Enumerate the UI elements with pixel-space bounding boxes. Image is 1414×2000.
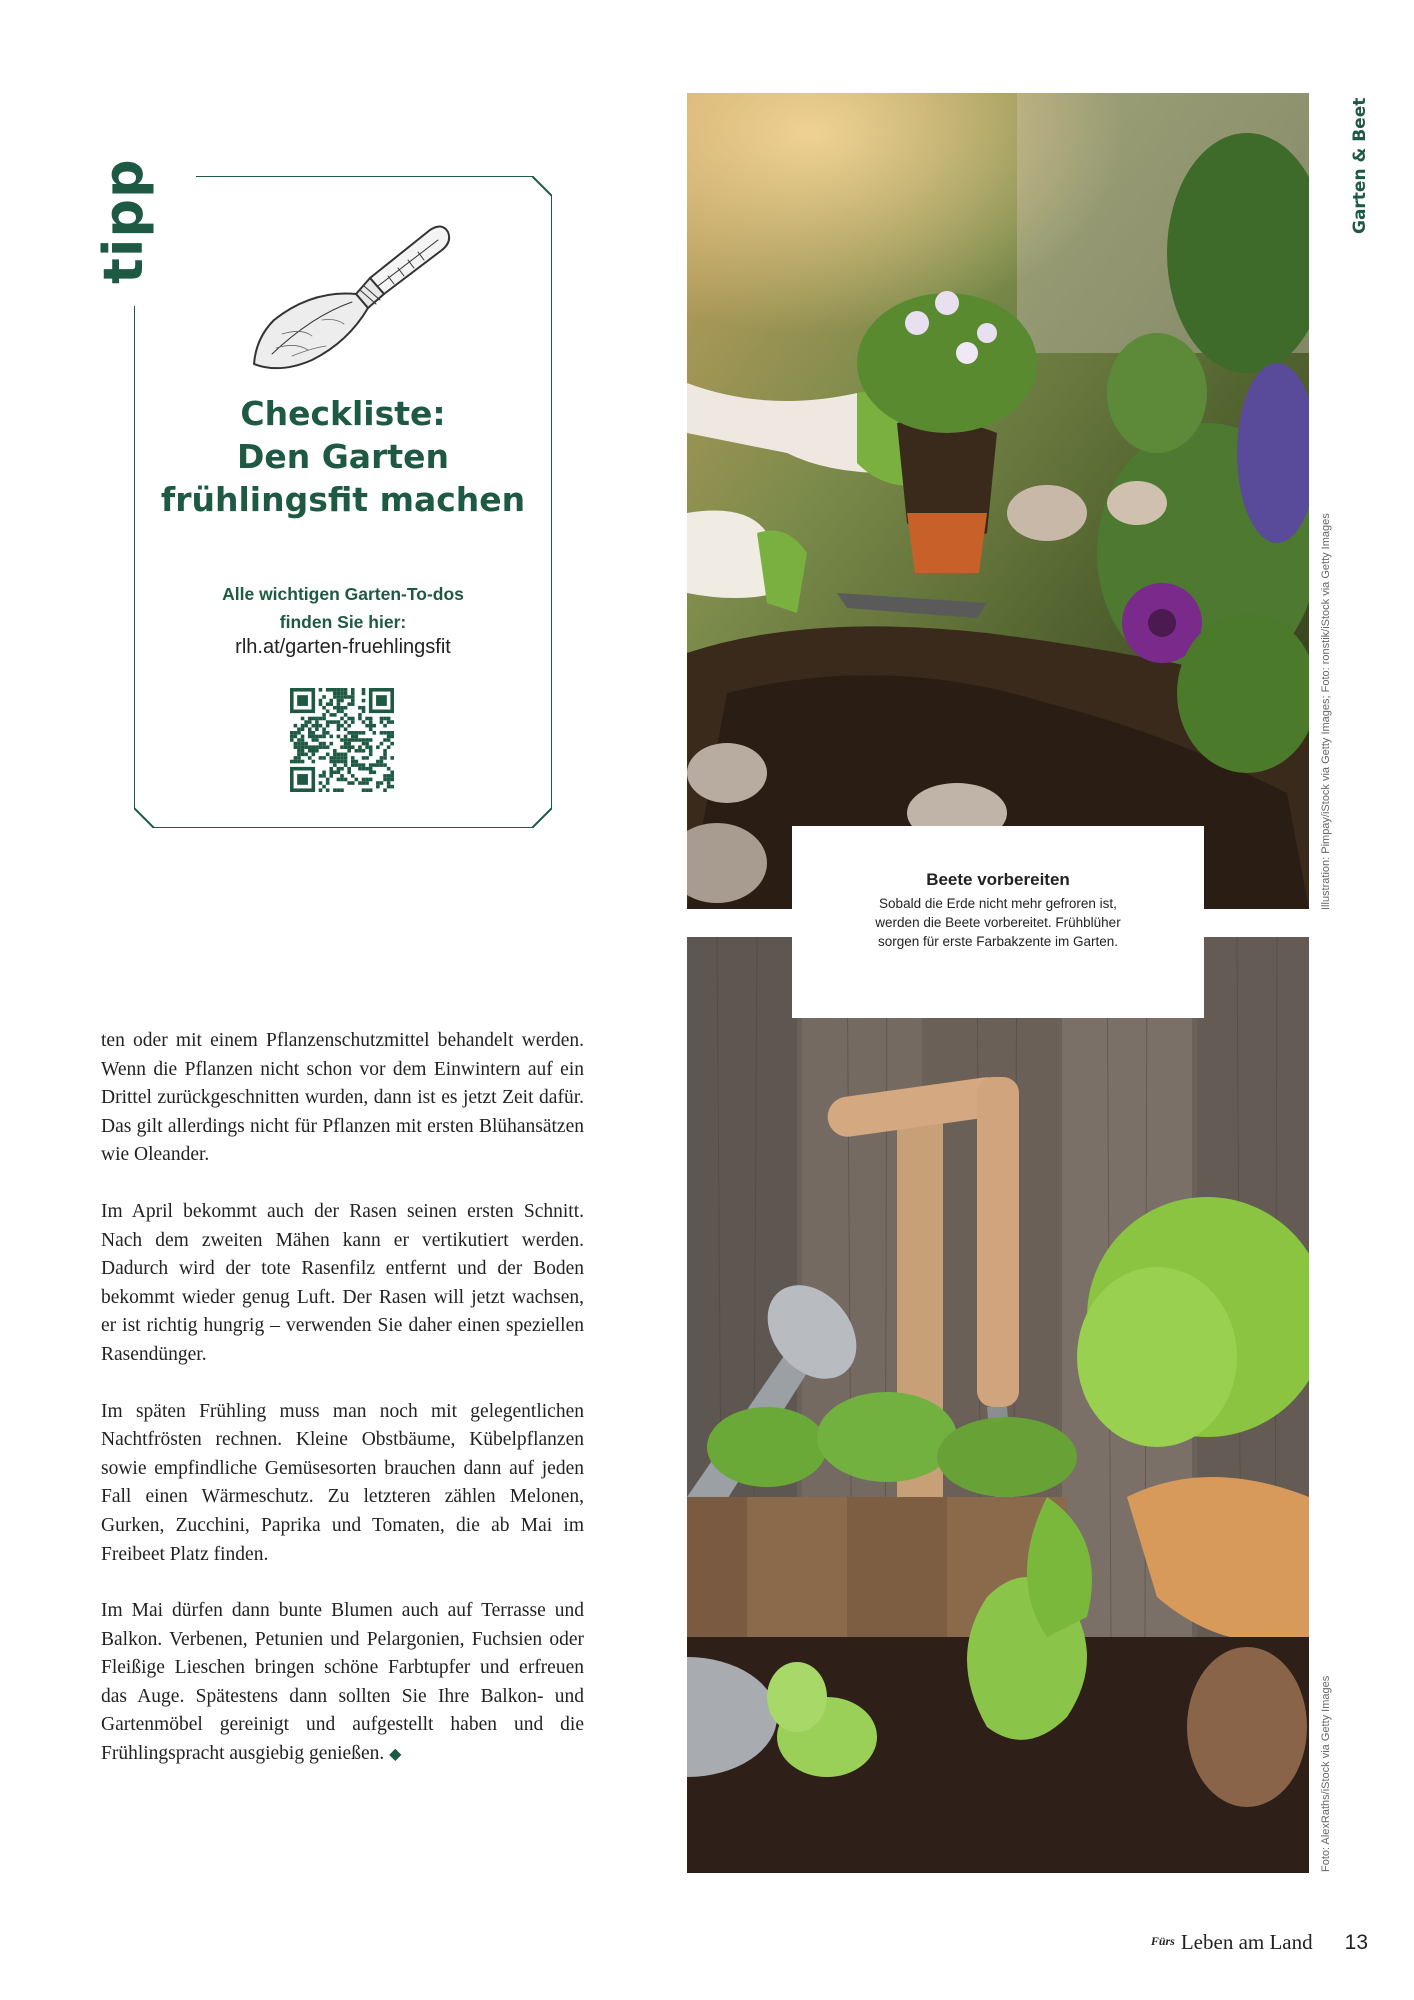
- caption-title: Beete vorbereiten: [926, 870, 1070, 889]
- tip-label: tipp: [92, 158, 155, 284]
- qr-code[interactable]: [290, 688, 394, 792]
- page-footer: [1151, 1930, 1368, 1955]
- tip-subtitle-line: Alle wichtigen Garten-To-dos: [222, 584, 464, 604]
- article-body: [101, 1027, 584, 1798]
- paragraph: ten oder mit einem Pflanzenschutzmittel behandelt werden. Wenn die Pflanzen nicht schon vor dem Einwintern auf ein Drittel zurückgeschnitten wurden, dann ist es jetzt Zeit dafür. Das gilt allerdings nicht für Pflanzen mit ersten Blühansätzen wie Oleander.: [101, 1030, 584, 1166]
- tip-url-link[interactable]: rlh.at/garten-fruehlingsfit: [235, 636, 451, 658]
- page-number: 13: [1344, 1931, 1368, 1954]
- paragraph-text: Im Mai dürfen dann bunte Blumen auch auf Terrasse und Balkon. Verbenen, Petunien und Pelargonien, Fuchsien oder Fleißige Lieschen bringen schöne Farbtupfer und erfreuen das Auge. Spätestens dann sollten Sie Ihre Balkon- und Gartenmöbel gereinigt und aufgestellt haben und die Frühlingspracht ausgiebig genießen.: [101, 1600, 584, 1765]
- paragraph: [101, 1597, 584, 1770]
- tip-subtitle: [134, 580, 552, 636]
- tip-title-line: frühlingsfit machen: [160, 480, 526, 519]
- tip-title: [134, 392, 552, 521]
- caption-text: Sobald die Erde nicht mehr gefroren ist, werden die Beete vorbereitet. Frühblüher sorgen für erste Farbakzente im Garten.: [875, 896, 1121, 949]
- paragraph: Im späten Frühling muss man noch mit gelegentlichen Nachtfrösten rechnen. Kleine Obstbäume, Kübelpflanzen sowie empfindliche Gemüsesorten brauchen dann auf jeden Fall einen Wärmeschutz. Zu letzteren zählen Melonen, Gurken, Zucchini, Paprika und Tomaten, die ab Mai im Freibeet Platz finden.: [101, 1400, 584, 1565]
- photo-caption: [792, 826, 1204, 1018]
- brand-prefix: Fürs: [1150, 1934, 1175, 1948]
- brand-name: Leben am Land: [1180, 1930, 1313, 1954]
- photo-credit-bottom: Foto: AlexRaths/iStock via Getty Images: [1320, 1675, 1332, 1872]
- tip-title-line: Den Garten: [236, 437, 450, 476]
- photo-credit-top: Illustration: Pimpay/iStock via Getty Images; Foto: ronstik/iStock via Getty Images: [1320, 513, 1332, 910]
- tip-title-line: Checkliste:: [240, 394, 446, 433]
- tip-subtitle-line: finden Sie hier:: [279, 612, 407, 632]
- paragraph: Im April bekommt auch der Rasen seinen ersten Schnitt. Nach dem zweiten Mähen kann er vertikutiert werden. Dadurch wird der tote Rasenfilz entfernt und der Boden bekommt wieder genug Luft. Der Rasen will jetzt wachsen, er ist richtig hungrig – verwenden Sie daher einen speziellen Rasendünger.: [101, 1200, 584, 1365]
- end-mark-icon: ◆: [389, 1746, 402, 1764]
- section-label: Garten & Beet: [1350, 97, 1370, 234]
- trowel-illustration: [252, 216, 452, 376]
- photo-planting-flowers: [687, 93, 1309, 909]
- photo-garden-tools: [687, 937, 1309, 1873]
